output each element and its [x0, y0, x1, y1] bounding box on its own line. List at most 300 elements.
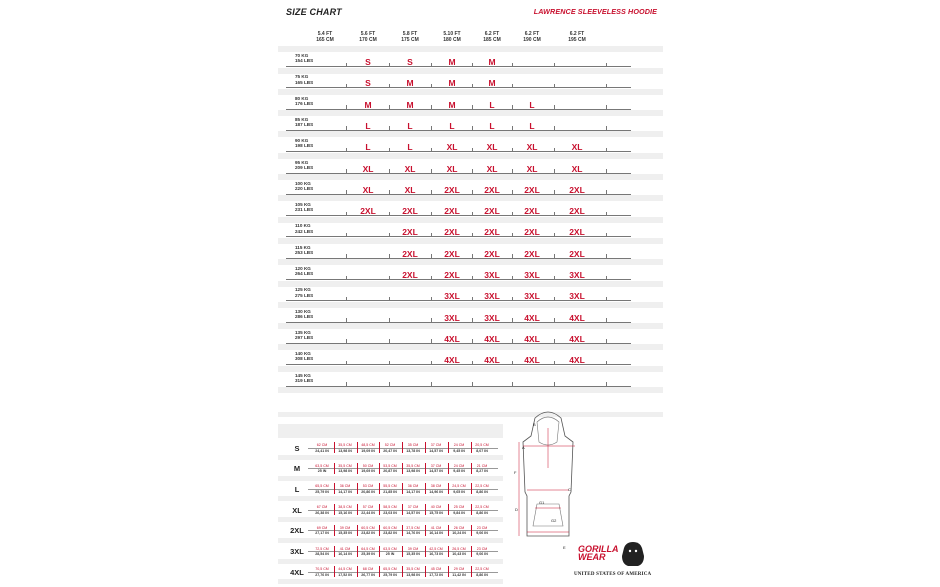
weight-lbs: 176 LBS [295, 100, 314, 106]
size-cell: 3XL [524, 291, 540, 302]
brand-tagline: UNITED STATES OF AMERICA [574, 572, 652, 577]
diagram-label: C [568, 487, 571, 492]
column-tick [606, 190, 607, 194]
size-cell: 2XL [402, 248, 418, 259]
column-tick [389, 361, 390, 365]
measure-divider [448, 504, 449, 515]
column-tick [554, 63, 555, 67]
measure-divider [471, 546, 472, 557]
height-ft: 5.4 FT [317, 31, 333, 37]
size-cell: XL [404, 184, 416, 195]
measure-inch: 15,35 IN [406, 552, 420, 556]
diagram-label: G1 [539, 500, 545, 505]
column-tick [512, 63, 513, 67]
column-tick [472, 382, 473, 386]
measure-header-band [278, 412, 663, 417]
size-cell: 3XL [569, 291, 585, 302]
column-tick [554, 169, 555, 173]
weight-label [295, 181, 313, 191]
size-cell: L [449, 120, 455, 131]
measure-cm: 35 CM [407, 443, 419, 447]
measure-cm: 36 CM [407, 484, 419, 489]
product-title: LAWRENCE SLEEVELESS HOODIE [533, 7, 657, 16]
weight-label [295, 202, 313, 212]
weight-kg: 85 KG [295, 116, 309, 122]
row-band [278, 238, 663, 244]
measure-size-label: XL [292, 505, 302, 515]
size-cell: XL [362, 184, 374, 195]
weight-label [295, 373, 313, 383]
measure-cm: 25 CM [453, 505, 465, 510]
measure-inch: 10,43 IN [452, 552, 466, 556]
measure-divider [471, 525, 472, 536]
size-cell: 2XL [444, 184, 460, 195]
size-cell: 3XL [444, 312, 460, 323]
measure-divider [357, 504, 358, 515]
size-cell: 4XL [524, 333, 540, 344]
measure-row-band [278, 455, 503, 460]
diagram-label: A [522, 445, 525, 450]
measure-inch: 21,85 IN [383, 489, 397, 494]
measure-divider [379, 463, 380, 474]
measure-inch: 27,17 IN [315, 531, 329, 536]
measure-divider [334, 525, 335, 536]
measure-cm: 53 CM [362, 484, 374, 489]
measure-cm: 62 CM [316, 443, 328, 447]
measure-inch: 8,86 IN [476, 489, 488, 494]
measure-inch: 20,87 IN [383, 469, 397, 474]
weight-kg: 115 KG [295, 244, 311, 250]
diagram-label: D [515, 507, 518, 512]
measure-inch: 13,98 IN [338, 469, 352, 474]
measure-inch: 9,65 IN [453, 489, 465, 494]
size-cell: 4XL [484, 333, 500, 344]
diagram-label: E [563, 545, 566, 550]
size-cell: 3XL [444, 291, 460, 302]
measure-inch: 15,75 IN [429, 510, 443, 515]
column-tick [606, 126, 607, 130]
size-cell: 4XL [444, 355, 460, 366]
row-band [278, 110, 663, 116]
column-tick [346, 148, 347, 152]
measure-inch: 13,98 IN [338, 448, 352, 453]
weight-lbs: 264 LBS [295, 271, 314, 277]
column-tick [606, 233, 607, 237]
measure-divider [402, 546, 403, 557]
size-cell: L [529, 99, 535, 110]
weight-lbs: 187 LBS [295, 122, 314, 128]
measure-inch: 8,86 IN [476, 510, 488, 515]
weight-lbs: 297 LBS [295, 335, 314, 341]
column-tick [606, 63, 607, 67]
size-cell: 2XL [484, 184, 500, 195]
column-tick [554, 297, 555, 301]
measure-inch: 25,79 IN [315, 489, 329, 494]
measure-inch: 10,24 IN [452, 531, 466, 536]
measure-divider [379, 525, 380, 536]
measure-cm: 39 CM [339, 525, 351, 530]
size-cell: M [448, 57, 456, 67]
weight-label [295, 351, 313, 361]
row-band [278, 195, 663, 201]
weight-label [295, 330, 313, 340]
measure-inch: 14,76 IN [406, 531, 420, 536]
height-ft: 5.8 FT [402, 31, 418, 37]
size-cell: 2XL [402, 206, 418, 217]
measure-divider [425, 566, 426, 577]
diagram-label: G2 [551, 518, 557, 523]
size-cell: 2XL [444, 206, 460, 217]
column-tick [512, 84, 513, 88]
measure-cm: 41 CM [430, 525, 442, 530]
size-cell: M [406, 99, 414, 110]
height-header [472, 32, 512, 43]
row-band [278, 366, 663, 372]
row-band [278, 68, 663, 74]
row-band [278, 89, 663, 95]
size-cell: 2XL [524, 184, 540, 195]
measure-cm: 50 CM [362, 463, 374, 468]
size-cell: 3XL [524, 270, 540, 280]
measure-inch: 14,57 IN [429, 448, 443, 453]
measure-row-band [278, 476, 503, 481]
height-cm: 185 CM [483, 36, 501, 43]
measure-cm: 24 CM [453, 443, 465, 447]
column-tick [554, 276, 555, 280]
measure-cm: 22,5 CM [475, 567, 489, 572]
measure-inch: 26,77 IN [361, 572, 375, 577]
column-tick [606, 84, 607, 88]
column-tick [346, 276, 347, 280]
column-tick [554, 361, 555, 365]
measure-divider [448, 525, 449, 536]
measure-divider [379, 442, 380, 453]
size-cell: L [489, 120, 495, 131]
weight-kg: 70 KG [295, 53, 309, 58]
column-tick [346, 190, 347, 194]
measure-cm: 48,5 CM [361, 443, 375, 447]
height-cm: 170 CM [359, 36, 377, 43]
column-tick [346, 84, 347, 88]
size-cell: XL [571, 142, 583, 153]
measure-cm: 21 CM [476, 463, 488, 468]
height-header [432, 32, 472, 43]
size-cell: XL [486, 163, 498, 174]
measure-divider [402, 463, 403, 474]
measure-divider [334, 463, 335, 474]
measure-divider [334, 546, 335, 557]
measure-cm: 45 CM [430, 567, 442, 572]
size-cell: M [406, 78, 414, 89]
column-tick [346, 361, 347, 365]
measure-inch: 14,96 IN [429, 489, 443, 494]
measure-cm: 41 CM [339, 546, 351, 551]
weight-lbs: 275 LBS [295, 292, 314, 298]
height-ft: 6.2 FT [569, 31, 585, 37]
row-band [278, 259, 663, 265]
column-tick [389, 339, 390, 343]
measure-inch: 16,14 IN [429, 531, 443, 536]
measure-inch: 14,17 IN [338, 489, 352, 494]
measure-cm: 44,5 CM [338, 567, 352, 572]
diagram-label: B [533, 422, 536, 427]
measure-cm: 70,5 CM [315, 567, 329, 572]
column-tick [606, 382, 607, 386]
weight-label [295, 309, 313, 319]
column-tick [346, 63, 347, 67]
size-cell: S [365, 78, 371, 89]
size-cell: XL [526, 142, 538, 153]
weight-label [295, 287, 313, 297]
measure-cm: 24 CM [453, 463, 465, 468]
height-cm: 175 CM [401, 36, 419, 43]
measure-cm: 24,5 CM [452, 484, 466, 489]
size-cell: 3XL [484, 291, 500, 302]
column-tick [606, 212, 607, 216]
measure-divider [402, 483, 403, 494]
weight-label [295, 96, 313, 106]
height-ft: 6.2 FT [484, 31, 500, 37]
weight-lbs: 319 LBS [295, 377, 314, 383]
column-tick [606, 276, 607, 280]
size-cell: XL [362, 163, 374, 174]
measure-divider [357, 566, 358, 577]
height-cm: 165 CM [316, 36, 334, 43]
column-tick [606, 254, 607, 258]
size-cell: 2XL [444, 270, 460, 280]
column-tick [606, 318, 607, 322]
measure-cm: 38,5 CM [338, 505, 352, 510]
gorilla-logo [620, 540, 646, 568]
measure-divider [379, 483, 380, 494]
weight-kg: 120 KG [295, 266, 311, 271]
measure-divider [425, 546, 426, 557]
measure-cm: 67 CM [316, 505, 328, 510]
size-cell: XL [404, 163, 416, 174]
weight-kg: 110 KG [295, 223, 311, 229]
measure-inch: 11,42 IN [452, 572, 466, 577]
column-tick [346, 318, 347, 322]
column-tick [606, 339, 607, 343]
size-cell: 3XL [569, 270, 585, 280]
measure-inch: 19,09 IN [361, 448, 375, 453]
size-cell: 2XL [569, 227, 585, 238]
height-ft: 5.6 FT [360, 31, 376, 37]
measure-cm: 35,5 CM [338, 463, 352, 468]
column-tick [554, 233, 555, 237]
height-cm: 180 CM [443, 36, 461, 43]
column-tick [606, 148, 607, 152]
measure-cm: 72,5 CM [315, 546, 329, 551]
measure-header-band [278, 424, 503, 438]
measure-size-label: M [293, 464, 301, 474]
weight-label [295, 138, 313, 148]
column-tick [346, 169, 347, 173]
size-cell: 2XL [484, 248, 500, 259]
measure-inch: 9,45 IN [453, 469, 465, 474]
measure-cm: 63,5 CM [315, 463, 329, 468]
measure-cm: 22,5 CM [475, 484, 489, 489]
size-cell: 2XL [402, 270, 418, 280]
height-header [512, 32, 552, 43]
size-cell: M [488, 57, 496, 67]
measure-inch: 20,47 IN [383, 448, 397, 453]
size-cell: M [488, 78, 496, 89]
measure-inch: 9,06 IN [476, 552, 488, 556]
size-cell: 2XL [524, 206, 540, 217]
measure-cm: 26,5 CM [452, 546, 466, 551]
measure-divider [448, 463, 449, 474]
weight-label [295, 245, 313, 255]
weight-lbs: 198 LBS [295, 143, 314, 149]
weight-lbs: 209 LBS [295, 164, 314, 170]
measure-inch: 22,44 IN [361, 510, 375, 515]
measure-cm: 35,5 CM [406, 567, 420, 572]
measure-divider [357, 525, 358, 536]
measure-inch: 23,82 IN [383, 531, 397, 536]
size-cell: 2XL [569, 184, 585, 195]
row-band [278, 153, 663, 159]
measure-inch: 13,98 IN [406, 469, 420, 474]
size-cell: 2XL [402, 227, 418, 238]
height-cm: 190 CM [523, 36, 541, 43]
measure-inch: 14,57 IN [429, 469, 443, 474]
measure-inch: 9,45 IN [453, 448, 465, 453]
weight-kg: 100 KG [295, 180, 311, 186]
measure-cm: 57 CM [362, 505, 374, 510]
size-cell: 4XL [484, 355, 500, 366]
measure-inch: 8,27 IN [476, 469, 488, 474]
size-cell: M [364, 99, 372, 110]
measure-size-label: 2XL [290, 526, 304, 536]
measure-inch: 25 IN [317, 469, 327, 474]
column-tick [554, 126, 555, 130]
measure-inch: 9,06 IN [476, 531, 488, 536]
weight-kg: 125 KG [295, 287, 311, 293]
measure-inch: 15,35 IN [338, 531, 352, 536]
column-tick [346, 382, 347, 386]
measure-inch: 13,98 IN [406, 572, 420, 577]
brand-wordmark [578, 545, 619, 561]
measure-cm: 60,5 CM [383, 525, 397, 530]
height-header [390, 32, 430, 43]
measure-divider [334, 566, 335, 577]
measure-inch: 25,79 IN [383, 572, 397, 577]
measure-cm: 37 CM [430, 463, 442, 468]
measure-row-band [278, 579, 503, 584]
measure-divider [402, 566, 403, 577]
measure-inch: 14,17 IN [406, 489, 420, 494]
hoodie-diagram [513, 408, 583, 548]
column-tick [431, 382, 432, 386]
size-cell: L [489, 99, 495, 110]
row-band [278, 387, 663, 393]
measure-size-label: 4XL [290, 567, 304, 577]
measure-cm: 23 CM [476, 546, 488, 551]
measure-divider [379, 546, 380, 557]
weight-lbs: 286 LBS [295, 313, 314, 319]
measure-row-band [278, 517, 503, 522]
measure-size-label: L [294, 484, 300, 494]
size-cell: XL [571, 163, 583, 174]
column-tick [554, 212, 555, 216]
column-tick [554, 190, 555, 194]
height-cm: 195 CM [568, 36, 586, 43]
measure-inch: 16,73 IN [429, 552, 443, 556]
measure-divider [334, 442, 335, 453]
measure-inch: 25,39 IN [361, 552, 375, 556]
size-cell: 2XL [444, 248, 460, 259]
measure-inch: 25 IN [385, 552, 395, 556]
height-ft: 6.2 FT [524, 31, 540, 37]
size-cell: L [365, 120, 371, 131]
weight-lbs: 154 LBS [295, 58, 314, 64]
weight-lbs: 242 LBS [295, 228, 314, 234]
measure-divider [379, 504, 380, 515]
measure-inch: 15,16 IN [338, 510, 352, 515]
column-tick [554, 339, 555, 343]
height-header [557, 32, 597, 43]
measure-cm: 37,5 CM [406, 525, 420, 530]
size-cell: L [365, 142, 371, 153]
size-cell: 2XL [360, 206, 376, 217]
row-band [278, 217, 663, 223]
measure-cm: 23 CM [476, 525, 488, 530]
measure-divider [471, 442, 472, 453]
measure-divider [357, 442, 358, 453]
column-tick [389, 297, 390, 301]
weight-lbs: 308 LBS [295, 356, 314, 362]
size-chart-sheet [278, 0, 663, 587]
column-tick [389, 382, 390, 386]
column-tick [346, 233, 347, 237]
size-cell: M [448, 78, 456, 89]
size-cell: 2XL [569, 206, 585, 217]
measure-cm: 63,5 CM [383, 546, 397, 551]
row-band [278, 344, 663, 350]
measure-inch: 14,57 IN [406, 510, 420, 515]
measure-divider [448, 483, 449, 494]
measure-cm: 35,5 CM [406, 463, 420, 468]
size-cell: 4XL [569, 355, 585, 366]
column-tick [606, 361, 607, 365]
measure-divider [425, 525, 426, 536]
column-tick [346, 297, 347, 301]
column-tick [554, 254, 555, 258]
measure-divider [471, 566, 472, 577]
weight-kg: 135 KG [295, 329, 311, 335]
weight-kg: 90 KG [295, 138, 309, 144]
weight-label [295, 53, 313, 63]
measure-cm: 26 CM [453, 525, 465, 530]
row-band [278, 131, 663, 137]
measure-inch: 26,38 IN [315, 510, 329, 515]
weight-kg: 105 KG [295, 202, 311, 208]
measure-inch: 28,54 IN [315, 552, 329, 556]
weight-kg: 145 KG [295, 372, 311, 378]
size-cell: L [529, 120, 535, 131]
size-cell: 4XL [569, 333, 585, 344]
measure-inch: 27,76 IN [315, 572, 329, 577]
weight-lbs: 231 LBS [295, 207, 314, 213]
measure-divider [471, 483, 472, 494]
measure-divider [357, 483, 358, 494]
measure-cm: 20,5 CM [475, 443, 489, 447]
measure-divider [379, 566, 380, 577]
column-tick [346, 254, 347, 258]
measure-divider [425, 463, 426, 474]
size-cell: 3XL [484, 270, 500, 280]
